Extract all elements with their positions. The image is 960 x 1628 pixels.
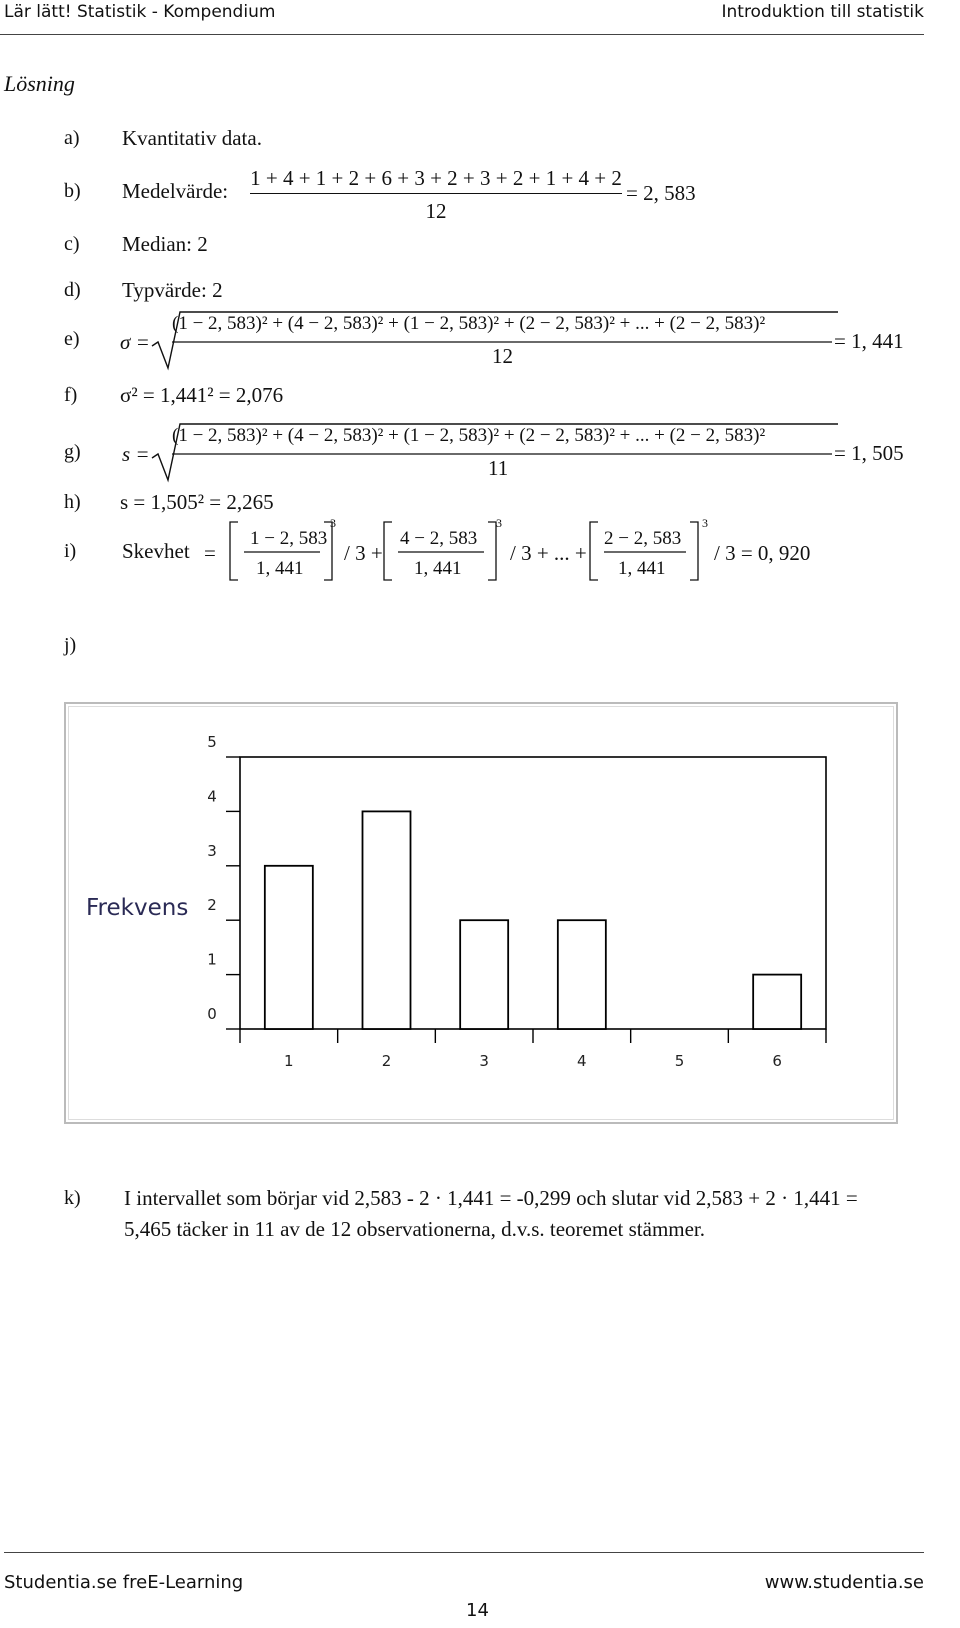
skew-term3-denominator: 1, 441	[618, 558, 666, 579]
item-e-label: e)	[64, 328, 80, 350]
item-k-label: k)	[64, 1187, 81, 1209]
header-rule	[0, 34, 924, 35]
item-c-label: c)	[64, 233, 80, 255]
header-left: Lär lätt! Statistik - Kompendium	[4, 2, 276, 22]
sigma-numerator: (1 − 2, 583)² + (4 − 2, 583)² + (1 − 2, 583)² + (2 − 2, 583)² + ... + (2 − 2, 583)²	[172, 313, 766, 334]
item-k-line1: I intervallet som börjar vid 2,583 - 2 · 1,441 = -0,299 och slutar vid 2,583 + 2 · 1,441 =	[124, 1186, 858, 1210]
skew-term3-exponent: 3	[702, 516, 708, 530]
mean-result: = 2, 583	[626, 181, 696, 205]
bar-chart	[64, 702, 898, 1124]
skew-term2-exponent: 3	[496, 516, 502, 530]
item-j-label: j)	[64, 634, 77, 656]
item-i-text: Skevhet	[122, 539, 190, 563]
mean-numerator: 1 + 4 + 1 + 2 + 6 + 3 + 2 + 3 + 2 + 1 + 4 + 2	[250, 166, 622, 194]
item-h-text: s = 1,505² = 2,265	[120, 490, 274, 514]
y-tick-label: 4	[207, 787, 217, 806]
y-tick-label: 3	[207, 841, 217, 860]
footer-right: www.studentia.se	[764, 1572, 924, 1593]
item-g-label: g)	[64, 441, 81, 463]
s-numerator: (1 − 2, 583)² + (4 − 2, 583)² + (1 − 2, 583)² + (2 − 2, 583)² + ... + (2 − 2, 583)²	[172, 425, 766, 446]
x-tick-label: 4	[577, 1052, 587, 1070]
item-i-label: i)	[64, 540, 77, 562]
bar-2	[363, 811, 411, 1029]
sigma-result: = 1, 441	[834, 329, 904, 353]
item-b-label: b)	[64, 180, 81, 202]
y-tick-label: 2	[207, 896, 217, 915]
s-denominator: 11	[488, 456, 509, 480]
bar-4	[558, 920, 606, 1029]
bar-1	[265, 866, 313, 1029]
x-tick-label: 1	[284, 1052, 294, 1070]
skew-term2-numerator: 4 − 2, 583	[400, 528, 478, 549]
chart-ylabel: Frekvens	[86, 895, 189, 921]
plot-area-border	[240, 757, 826, 1029]
bar-3	[460, 920, 508, 1029]
skew-tail: / 3 = 0, 920	[714, 541, 811, 565]
skew-term1-numerator: 1 − 2, 583	[250, 528, 328, 549]
y-tick-label: 1	[207, 950, 217, 969]
sigma-denominator: 12	[492, 344, 513, 368]
footer-left: Studentia.se freE-Learning	[4, 1572, 244, 1593]
sigma-lhs: σ =	[120, 330, 150, 354]
item-f-text: σ² = 1,441² = 2,076	[120, 383, 284, 407]
item-k-line2: 5,465 täcker in 11 av de 12 observationerna, d.v.s. teoremet stämmer.	[124, 1217, 706, 1241]
skew-term1-denominator: 1, 441	[256, 558, 304, 579]
item-a-label: a)	[64, 127, 80, 149]
skew-term1-exponent: 3	[330, 516, 336, 530]
item-f-label: f)	[64, 384, 78, 406]
s-lhs: s =	[122, 442, 150, 466]
skew-equals: =	[204, 541, 216, 565]
item-h-label: h)	[64, 491, 81, 513]
skew-term2-denominator: 1, 441	[414, 558, 462, 579]
y-tick-label: 5	[207, 733, 217, 751]
y-tick-label: 0	[207, 1005, 217, 1023]
x-tick-label: 2	[381, 1052, 392, 1070]
s-result: = 1, 505	[834, 441, 904, 465]
item-b-text: Medelvärde:	[122, 179, 229, 203]
section-title: Lösning	[4, 71, 75, 96]
item-d-text: Typvärde: 2	[122, 278, 223, 302]
skew-sep2: / 3 + ... +	[510, 541, 587, 565]
skew-sep1: / 3 +	[344, 541, 383, 565]
header-right: Introduktion till statistik	[721, 2, 924, 22]
item-c-text: Median: 2	[122, 232, 208, 256]
x-tick-label: 6	[772, 1052, 782, 1070]
x-tick-label: 3	[479, 1052, 489, 1070]
mean-denominator: 12	[425, 199, 447, 223]
bar-6	[753, 975, 801, 1029]
item-d-label: d)	[64, 279, 81, 301]
footer-rule	[4, 1552, 924, 1553]
page-number: 14	[466, 1600, 489, 1621]
skew-term3-numerator: 2 − 2, 583	[604, 528, 682, 549]
x-tick-label: 5	[674, 1052, 685, 1070]
item-a-text: Kvantitativ data.	[122, 126, 262, 150]
